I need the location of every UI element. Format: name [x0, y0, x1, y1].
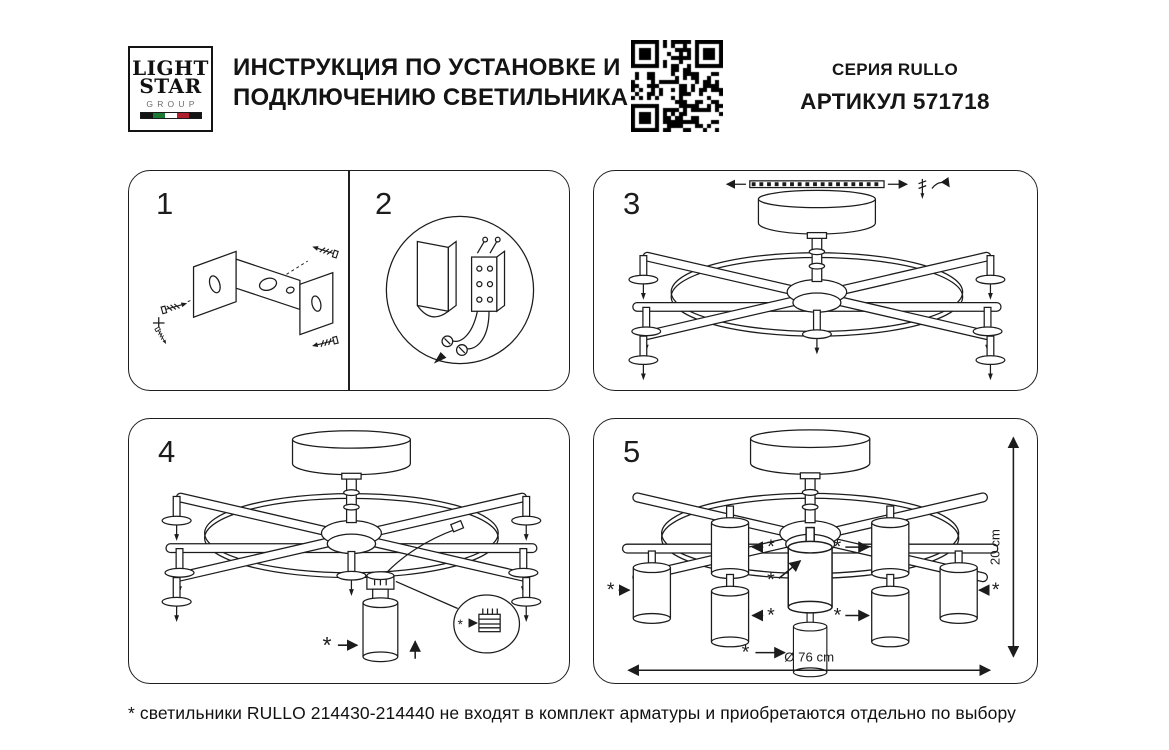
step-number-1: 1: [156, 186, 174, 221]
footnote-text: * светильники RULLO 214430-214440 не входят в комплект арматуры и приобретаются отдельно по выбору: [128, 703, 1016, 723]
footnote-mark-step4-detail: *: [457, 616, 463, 632]
footnote-mark-step5: *: [741, 641, 750, 664]
logo-word-star: STAR: [139, 74, 202, 98]
italian-flag-stripe: [140, 112, 202, 119]
step-panel-5: [593, 418, 1038, 684]
footnote-mark-step5: *: [991, 578, 1000, 601]
footnote-mark-step4: *: [322, 631, 332, 658]
title-line-2: ПОДКЛЮЧЕНИЮ СВЕТИЛЬНИКА: [233, 83, 629, 111]
step-number-3: 3: [623, 186, 641, 221]
qr-code: [631, 40, 723, 132]
footnote-mark-step5: *: [767, 569, 775, 592]
footnote-mark-step5: *: [833, 535, 842, 558]
product-info: [795, 60, 995, 115]
footnote-mark-step5: *: [606, 578, 615, 601]
logo-word-group: GROUP: [146, 99, 199, 110]
lightstar-logo: [128, 46, 213, 132]
footnote-mark-step5: *: [767, 535, 775, 558]
page-title: [233, 53, 628, 112]
step-number-4: 4: [158, 434, 176, 469]
step5-assembled-diagram: [598, 424, 1035, 680]
footnote-mark-step5: *: [833, 604, 842, 627]
step3-frame-diagram: [604, 177, 1026, 386]
series-label: СЕРИЯ RULLO: [832, 60, 958, 79]
step-number-2: 2: [375, 186, 393, 221]
step-panel-4: [128, 418, 570, 684]
step-panel-3: [593, 170, 1038, 391]
footnote-mark-step5: *: [767, 604, 775, 627]
title-line-1: ИНСТРУКЦИЯ ПО УСТАНОВКЕ И: [233, 54, 621, 81]
step-panel-1-2: [128, 170, 570, 391]
diameter-dimension-label: Ø 76 cm: [784, 649, 835, 665]
logo-word-light: LIGHT: [132, 55, 209, 80]
step-number-5: 5: [623, 434, 641, 469]
article-label: АРТИКУЛ 571718: [800, 89, 990, 114]
step4-lamp-install-diagram: [137, 425, 562, 679]
panel-divider: [348, 171, 350, 390]
step1-bracket-diagram: [137, 205, 341, 381]
step2-wiring-diagram: [357, 197, 561, 381]
height-dimension-label: 20 cm: [987, 529, 1003, 566]
